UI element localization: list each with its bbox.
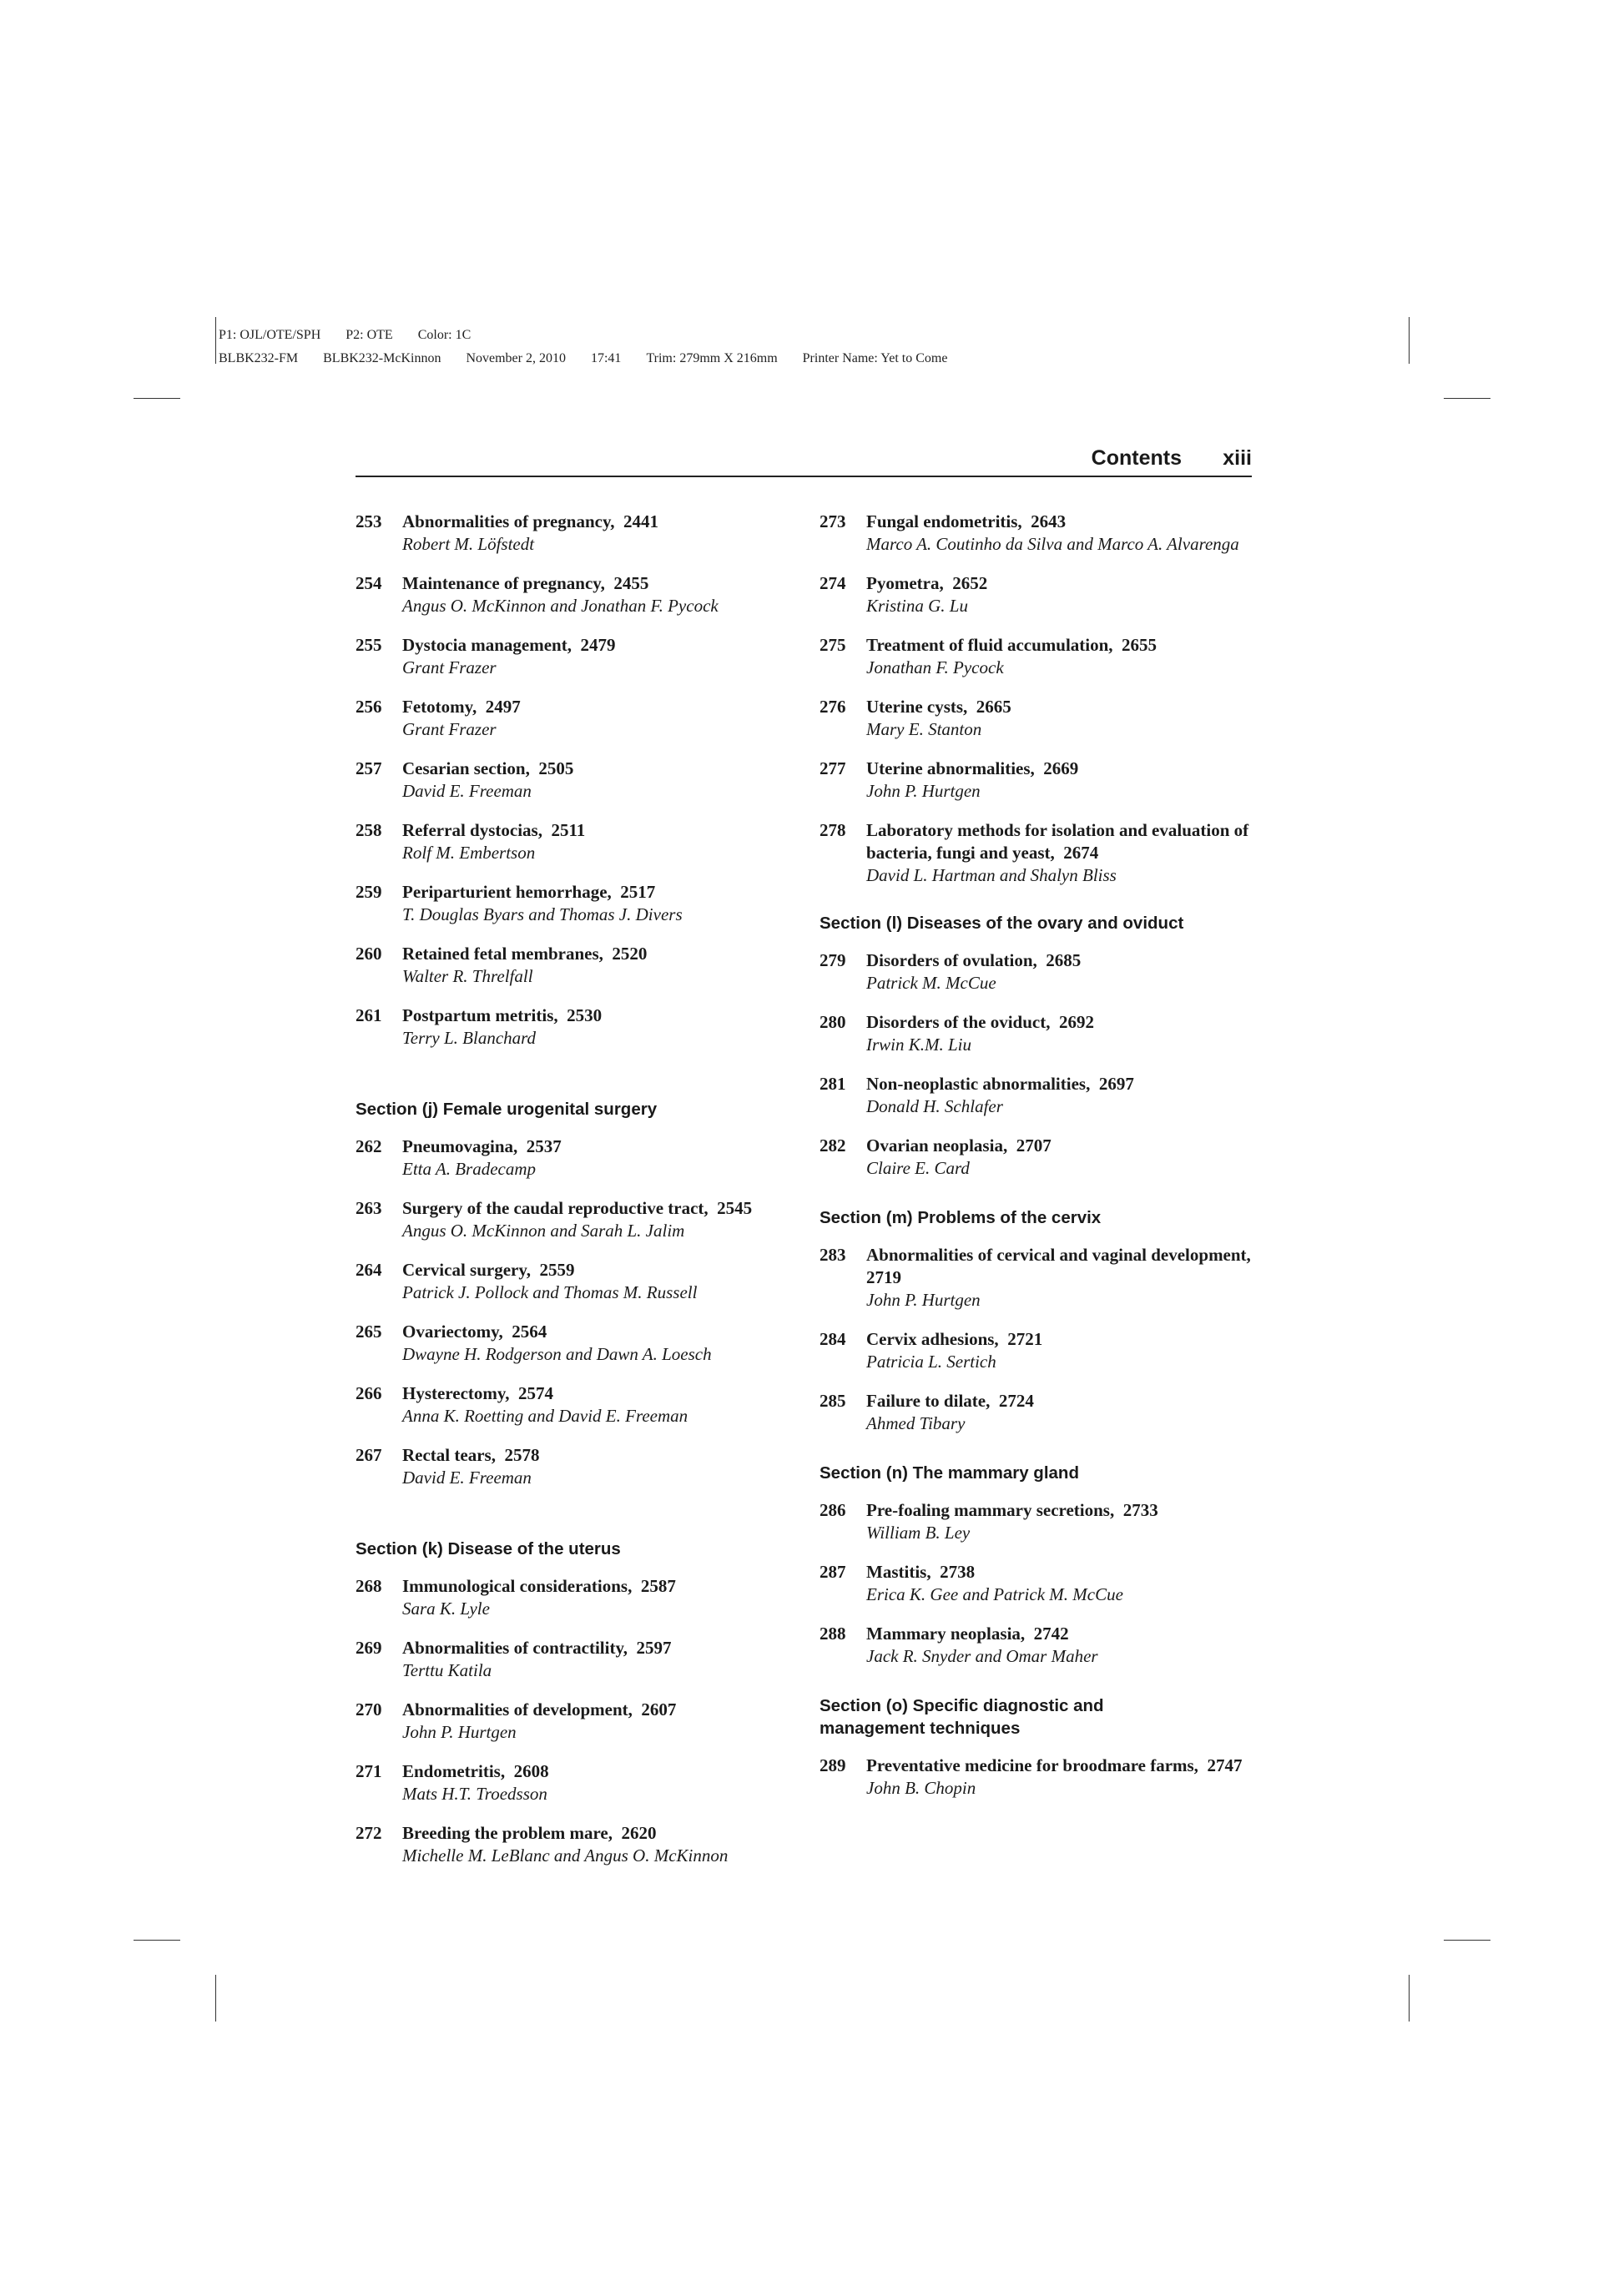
chapter-title: Abnormalities of cervical and vaginal development, [866, 1245, 1251, 1265]
entry-body [402, 511, 798, 556]
title-line [866, 1244, 1262, 1289]
chapter-title: Periparturient hemorrhage, [402, 882, 612, 902]
chapter-number: 283 [820, 1245, 846, 1265]
title-line [402, 819, 798, 842]
page-number: 2537 [526, 1136, 562, 1156]
chapter-authors: Grant Frazer [402, 719, 497, 739]
printer-field: November 2, 2010 [466, 351, 566, 365]
chapter-title: Cervix adhesions, [866, 1329, 999, 1349]
chapter-authors: Anna K. Roetting and David E. Freeman [402, 1406, 688, 1426]
entry-body [866, 1561, 1262, 1606]
chapter-authors: Mary E. Stanton [866, 719, 982, 739]
entry-body [866, 696, 1262, 741]
printer-field: Trim: 279mm X 216mm [646, 351, 778, 365]
page-number: 2520 [612, 944, 648, 964]
entry-body [866, 819, 1262, 887]
chapter-number: 279 [820, 950, 846, 970]
chapter-title: Uterine abnormalities, [866, 758, 1035, 778]
chapter-number: 261 [356, 1005, 382, 1025]
entry-body [402, 1135, 798, 1181]
toc-entry [356, 758, 798, 803]
toc-entry [820, 1755, 1262, 1800]
chapter-title: Pre-foaling mammary secretions, [866, 1500, 1115, 1520]
toc-entry [356, 1004, 798, 1050]
chapter-number: 274 [820, 573, 846, 593]
crop-mark [215, 1975, 216, 2022]
title-line [402, 1444, 798, 1467]
toc-entry [820, 1561, 1262, 1606]
page-number: 2574 [517, 1383, 553, 1403]
chapter-authors: David E. Freeman [402, 781, 532, 801]
title-line [402, 1699, 798, 1721]
chapter-number: 282 [820, 1135, 846, 1156]
title-line [866, 1073, 1262, 1095]
page-number: 2545 [717, 1198, 753, 1218]
page-number: 2517 [620, 882, 656, 902]
toc-entry [820, 1328, 1262, 1373]
toc-entry [820, 1499, 1262, 1544]
entry-body [402, 1822, 798, 1867]
page-number: 2669 [1043, 758, 1079, 778]
entry-body [866, 511, 1262, 556]
title-line [866, 572, 1262, 595]
chapter-title: Pneumovagina, [402, 1136, 518, 1156]
printer-line-1 [219, 324, 947, 347]
chapter-authors: Patricia L. Sertich [866, 1352, 996, 1372]
chapter-title: Fetotomy, [402, 697, 477, 717]
section-heading-l: Section (l) Diseases of the ovary and oviduct [820, 914, 1184, 933]
chapter-authors: Claire E. Card [866, 1158, 970, 1178]
chapter-title: Postpartum metritis, [402, 1005, 558, 1025]
title-line [402, 1382, 798, 1405]
chapter-title: Uterine cysts, [866, 697, 968, 717]
toc-entry [356, 1637, 798, 1682]
chapter-title: Ovariectomy, [402, 1322, 503, 1342]
chapter-number: 275 [820, 635, 846, 655]
chapter-authors: Etta A. Bradecamp [402, 1159, 537, 1179]
chapter-title: Laboratory methods for isolation and evaluation of bacteria, fungi and yeast, [866, 820, 1249, 863]
toc-entry [356, 1699, 798, 1744]
toc-entry [356, 696, 798, 741]
contents-column-left [356, 511, 798, 1884]
chapter-authors: John P. Hurtgen [402, 1722, 517, 1742]
chapter-number: 287 [820, 1562, 846, 1582]
entry-list [820, 511, 1262, 887]
crop-mark [134, 1940, 180, 1941]
title-line [866, 1135, 1262, 1157]
toc-entry [356, 881, 798, 926]
printer-field: Color: 1C [417, 328, 472, 342]
toc-entry [820, 1073, 1262, 1118]
toc-entry [356, 1259, 798, 1304]
chapter-number: 277 [820, 758, 846, 778]
chapter-authors: Angus O. McKinnon and Sarah L. Jalim [402, 1221, 685, 1241]
entry-body [402, 1197, 798, 1242]
entry-body [866, 572, 1262, 617]
chapter-authors: Kristina G. Lu [866, 596, 968, 616]
printer-metadata [219, 324, 947, 370]
page-number: 2607 [641, 1699, 677, 1719]
title-line [402, 943, 798, 965]
page-number: 2733 [1122, 1500, 1158, 1520]
chapter-title: Mammary neoplasia, [866, 1624, 1026, 1644]
chapter-authors: David E. Freeman [402, 1468, 532, 1488]
toc-entry [356, 1135, 798, 1181]
chapter-authors: T. Douglas Byars and Thomas J. Divers [402, 904, 683, 924]
chapter-number: 268 [356, 1576, 382, 1596]
section-heading-k: Section (k) Disease of the uterus [356, 1539, 621, 1558]
title-line [866, 1755, 1262, 1777]
title-line [402, 881, 798, 904]
toc-entry [820, 1011, 1262, 1056]
page-number: 2674 [1063, 843, 1099, 863]
chapter-title: Referral dystocias, [402, 820, 542, 840]
page-number: 2479 [580, 635, 616, 655]
chapter-number: 264 [356, 1260, 382, 1280]
entry-list [820, 1499, 1262, 1668]
toc-entry [356, 634, 798, 679]
entry-list [356, 511, 798, 1050]
toc-entry [356, 1822, 798, 1867]
chapter-title: Preventative medicine for broodmare farms, [866, 1755, 1198, 1775]
chapter-authors: Patrick J. Pollock and Thomas M. Russell [402, 1282, 698, 1302]
chapter-authors: Erica K. Gee and Patrick M. McCue [866, 1584, 1123, 1604]
entry-list [356, 1575, 798, 1867]
page-number: 2455 [613, 573, 649, 593]
title-line [866, 758, 1262, 780]
title-line [402, 758, 798, 780]
chapter-title: Breeding the problem mare, [402, 1823, 613, 1843]
chapter-title: Pyometra, [866, 573, 944, 593]
chapter-number: 269 [356, 1638, 382, 1658]
title-line [866, 819, 1262, 864]
page-number: 2620 [621, 1823, 657, 1843]
printer-line-2 [219, 347, 947, 370]
title-line [866, 634, 1262, 657]
page-number: 2643 [1031, 511, 1067, 531]
entry-body [866, 758, 1262, 803]
printer-field: BLBK232-FM [219, 351, 299, 365]
title-line [402, 1321, 798, 1343]
chapter-authors: John P. Hurtgen [866, 781, 981, 801]
printer-field: BLBK232-McKinnon [323, 351, 441, 365]
chapter-number: 258 [356, 820, 382, 840]
page-number: 2559 [539, 1260, 575, 1280]
chapter-number: 281 [820, 1074, 846, 1094]
chapter-title: Hysterectomy, [402, 1383, 510, 1403]
header-rule [356, 476, 1252, 477]
chapter-title: Abnormalities of contractility, [402, 1638, 628, 1658]
chapter-number: 278 [820, 820, 846, 840]
chapter-number: 267 [356, 1445, 382, 1465]
chapter-title: Cesarian section, [402, 758, 530, 778]
toc-entry [356, 572, 798, 617]
running-header-title: Contents [1091, 446, 1182, 470]
chapter-title: Surgery of the caudal reproductive tract, [402, 1198, 709, 1218]
section-heading-j: Section (j) Female urogenital surgery [356, 1100, 658, 1119]
page-number: 2655 [1122, 635, 1157, 655]
page-number: 2665 [976, 697, 1011, 717]
chapter-number: 289 [820, 1755, 846, 1775]
chapter-title: Disorders of the oviduct, [866, 1012, 1051, 1032]
title-line [402, 511, 798, 533]
page-number: 2530 [567, 1005, 603, 1025]
crop-mark [1409, 317, 1410, 364]
entry-body [866, 949, 1262, 994]
toc-entry [356, 1760, 798, 1805]
chapter-title: Fungal endometritis, [866, 511, 1022, 531]
chapter-authors: Mats H.T. Troedsson [402, 1784, 547, 1804]
chapter-number: 276 [820, 697, 846, 717]
page-number: 2719 [866, 1267, 901, 1287]
crop-mark [1444, 398, 1490, 399]
title-line [402, 1760, 798, 1783]
title-line [866, 696, 1262, 718]
title-line [402, 634, 798, 657]
toc-entry [356, 1382, 798, 1427]
page-number: 2578 [504, 1445, 540, 1465]
entry-body [866, 1499, 1262, 1544]
page-number: 2597 [636, 1638, 672, 1658]
section-heading-n: Section (n) The mammary gland [820, 1463, 1079, 1483]
chapter-authors: David L. Hartman and Shalyn Bliss [866, 865, 1117, 885]
chapter-number: 262 [356, 1136, 382, 1156]
page-number: 2742 [1033, 1624, 1069, 1644]
chapter-authors: Robert M. Löfstedt [402, 534, 535, 554]
printer-field: P1: OJL/OTE/SPH [219, 328, 321, 342]
chapter-number: 255 [356, 635, 382, 655]
chapter-title: Disorders of ovulation, [866, 950, 1037, 970]
page-number: 2587 [640, 1576, 676, 1596]
chapter-authors: William B. Ley [866, 1523, 971, 1543]
toc-entry [820, 949, 1262, 994]
entry-body [402, 1444, 798, 1489]
title-line [402, 572, 798, 595]
toc-entry [820, 511, 1262, 556]
chapter-authors: Donald H. Schlafer [866, 1096, 1003, 1116]
chapter-authors: Patrick M. McCue [866, 973, 996, 993]
toc-entry [356, 943, 798, 988]
page-number: 2564 [512, 1322, 547, 1342]
page-number: 2707 [1016, 1135, 1052, 1156]
chapter-title: Abnormalities of pregnancy, [402, 511, 615, 531]
crop-mark [1409, 1975, 1410, 2022]
crop-mark [134, 398, 180, 399]
chapter-number: 272 [356, 1823, 382, 1843]
title-line [402, 1259, 798, 1281]
entry-body [866, 1623, 1262, 1668]
title-line [866, 1011, 1262, 1034]
printer-field: P2: OTE [345, 328, 393, 342]
page-number: 2685 [1046, 950, 1082, 970]
chapter-number: 266 [356, 1383, 382, 1403]
chapter-number: 265 [356, 1322, 382, 1342]
toc-entry [820, 758, 1262, 803]
chapter-number: 288 [820, 1624, 846, 1644]
title-line [866, 1328, 1262, 1351]
title-line [402, 1004, 798, 1027]
chapter-authors: Jack R. Snyder and Omar Maher [866, 1646, 1098, 1666]
chapter-title: Failure to dilate, [866, 1391, 991, 1411]
crop-mark [215, 317, 216, 364]
title-line [866, 511, 1262, 533]
chapter-authors: Irwin K.M. Liu [866, 1035, 972, 1055]
entry-body [402, 1004, 798, 1050]
chapter-authors: Terttu Katila [402, 1660, 492, 1680]
entry-body [866, 1755, 1262, 1800]
entry-body [866, 1073, 1262, 1118]
chapter-number: 271 [356, 1761, 382, 1781]
chapter-number: 270 [356, 1699, 382, 1719]
chapter-authors: John P. Hurtgen [866, 1290, 981, 1310]
chapter-authors: Jonathan F. Pycock [866, 657, 1004, 677]
entry-body [402, 572, 798, 617]
chapter-title: Treatment of fluid accumulation, [866, 635, 1113, 655]
toc-entry [356, 1197, 798, 1242]
chapter-number: 286 [820, 1500, 846, 1520]
toc-entry [820, 572, 1262, 617]
toc-entry [356, 511, 798, 556]
toc-entry [820, 1135, 1262, 1180]
chapter-authors: Dwayne H. Rodgerson and Dawn A. Loesch [402, 1344, 712, 1364]
entry-list [820, 1755, 1262, 1800]
chapter-authors: Terry L. Blanchard [402, 1028, 537, 1048]
page-number: 2692 [1058, 1012, 1094, 1032]
chapter-authors: Marco A. Coutinho da Silva and Marco A. Alvarenga [866, 534, 1239, 554]
chapter-number: 280 [820, 1012, 846, 1032]
toc-entry [356, 1444, 798, 1489]
toc-entry [820, 819, 1262, 887]
chapter-title: Immunological considerations, [402, 1576, 633, 1596]
chapter-number: 260 [356, 944, 382, 964]
printer-field: 17:41 [590, 351, 622, 365]
chapter-authors: Walter R. Threlfall [402, 966, 533, 986]
entry-body [402, 1321, 798, 1366]
page-number: 2497 [485, 697, 521, 717]
entry-body [866, 1244, 1262, 1312]
page-number: 2724 [998, 1391, 1034, 1411]
entry-list [820, 949, 1262, 1180]
entry-body [402, 758, 798, 803]
toc-entry [820, 1623, 1262, 1668]
chapter-title: Mastitis, [866, 1562, 931, 1582]
title-line [866, 1499, 1262, 1522]
entry-body [866, 1390, 1262, 1435]
toc-entry [820, 634, 1262, 679]
entry-body [402, 696, 798, 741]
chapter-title: Ovarian neoplasia, [866, 1135, 1008, 1156]
entry-body [402, 881, 798, 926]
printer-field: Printer Name: Yet to Come [802, 351, 948, 365]
page-number: 2505 [538, 758, 574, 778]
chapter-number: 285 [820, 1391, 846, 1411]
entry-body [402, 1760, 798, 1805]
contents-column-right [820, 511, 1262, 1816]
toc-entry [356, 1575, 798, 1620]
chapter-authors: Michelle M. LeBlanc and Angus O. McKinnon [402, 1845, 729, 1866]
entry-body [402, 819, 798, 864]
toc-entry [820, 1390, 1262, 1435]
page-folio: xiii [1223, 446, 1252, 470]
chapter-number: 284 [820, 1329, 846, 1349]
toc-entry [356, 1321, 798, 1366]
entry-body [402, 1382, 798, 1427]
chapter-title: Abnormalities of development, [402, 1699, 633, 1719]
page-number: 2511 [551, 820, 586, 840]
page-number: 2747 [1207, 1755, 1243, 1775]
page-number: 2441 [623, 511, 659, 531]
title-line [866, 1561, 1262, 1584]
chapter-title: Maintenance of pregnancy, [402, 573, 605, 593]
entry-body [866, 1328, 1262, 1373]
title-line [866, 1623, 1262, 1645]
chapter-number: 259 [356, 882, 382, 902]
chapter-authors: Rolf M. Embertson [402, 843, 536, 863]
chapter-title: Dystocia management, [402, 635, 572, 655]
page-number: 2738 [940, 1562, 976, 1582]
entry-body [866, 634, 1262, 679]
chapter-title: Rectal tears, [402, 1445, 496, 1465]
chapter-number: 263 [356, 1198, 382, 1218]
crop-mark [1444, 1940, 1490, 1941]
chapter-authors: Grant Frazer [402, 657, 497, 677]
chapter-number: 256 [356, 697, 382, 717]
section-heading-o: Section (o) Specific diagnostic and management techniques [820, 1696, 1104, 1738]
chapter-number: 254 [356, 573, 382, 593]
page-number: 2652 [952, 573, 988, 593]
page-number: 2608 [513, 1761, 549, 1781]
toc-entry [820, 1244, 1262, 1312]
entry-body [402, 1575, 798, 1620]
title-line [866, 949, 1262, 972]
entry-body [402, 634, 798, 679]
chapter-authors: Angus O. McKinnon and Jonathan F. Pycock [402, 596, 719, 616]
chapter-number: 273 [820, 511, 846, 531]
entry-body [402, 1259, 798, 1304]
entry-body [866, 1135, 1262, 1180]
toc-entry [820, 696, 1262, 741]
entry-list [356, 1135, 798, 1489]
title-line [402, 1197, 798, 1220]
entry-list [820, 1244, 1262, 1435]
chapter-title: Non-neoplastic abnormalities, [866, 1074, 1091, 1094]
section-heading-m: Section (m) Problems of the cervix [820, 1208, 1102, 1227]
chapter-number: 253 [356, 511, 382, 531]
chapter-authors: Ahmed Tibary [866, 1413, 966, 1433]
title-line [402, 1575, 798, 1598]
entry-body [402, 1699, 798, 1744]
chapter-title: Retained fetal membranes, [402, 944, 603, 964]
page-number: 2721 [1007, 1329, 1043, 1349]
title-line [402, 1637, 798, 1659]
title-line [866, 1390, 1262, 1412]
title-line [402, 1822, 798, 1845]
title-line [402, 1135, 798, 1158]
toc-entry [356, 819, 798, 864]
page-number: 2697 [1098, 1074, 1134, 1094]
entry-body [402, 1637, 798, 1682]
chapter-title: Cervical surgery, [402, 1260, 531, 1280]
title-line [402, 696, 798, 718]
chapter-title: Endometritis, [402, 1761, 506, 1781]
entry-body [866, 1011, 1262, 1056]
chapter-number: 257 [356, 758, 382, 778]
chapter-authors: Sara K. Lyle [402, 1599, 490, 1619]
chapter-authors: John B. Chopin [866, 1778, 976, 1798]
entry-body [402, 943, 798, 988]
